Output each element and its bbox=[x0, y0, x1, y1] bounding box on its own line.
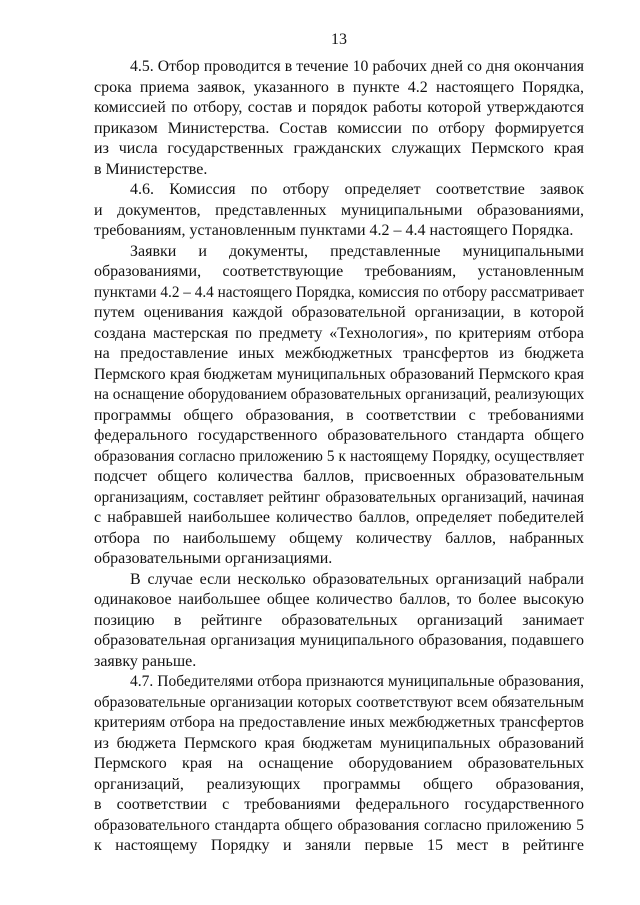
paragraph bbox=[94, 57, 584, 180]
paragraph bbox=[94, 180, 584, 242]
text-line: критериям отбора на предоставление иных межбюджетных трансфертов bbox=[94, 714, 584, 731]
text-line: федерального государственного образовательного стандарта общего bbox=[94, 427, 584, 444]
text-line: на оснащение оборудованием образовательных организаций, реализующих bbox=[94, 386, 584, 403]
text-line: программы общего образования, в соответствии с требованиями bbox=[94, 406, 584, 424]
text-line: в соответствии с требованиями федерального государственного bbox=[94, 796, 584, 813]
text-line: 4.5. Отбор проводится в течение 10 рабочих дней со дня окончания bbox=[130, 58, 584, 75]
text-line: комиссией по отбору, состав и порядок работы которой утверждаются bbox=[94, 99, 584, 116]
paragraph bbox=[94, 570, 584, 673]
text-line: образованиями, соответствующие требованиям, установленным bbox=[94, 263, 584, 280]
text-line: организаций, реализующих программы общего образования, bbox=[94, 775, 584, 793]
text-line: пунктами 4.2 – 4.4 настоящего Порядка, комиссия по отбору рассматривает bbox=[94, 283, 584, 301]
text-line: В случае если несколько образовательных организаций набрали bbox=[130, 570, 584, 588]
text-line: 4.7. Победителями отбора признаются муниципальные образования, bbox=[130, 673, 584, 690]
text-line: позицию в рейтинге образовательных организаций занимает bbox=[94, 611, 584, 629]
text-line: Пермского края на оснащение оборудованием образовательных bbox=[94, 755, 584, 772]
text-line: приказом Министерства. Состав комиссии по отбору формируется bbox=[94, 119, 584, 137]
text-line: и документов, представленных муниципальными образованиями, bbox=[94, 201, 584, 219]
text-line: подсчет общего количества баллов, присвоенных образовательным bbox=[94, 468, 584, 485]
text-line: организациям, составляет рейтинг образовательных организаций, начиная bbox=[94, 488, 584, 506]
text-line: отбора по наибольшему общему количеству баллов, набранных bbox=[94, 529, 584, 547]
text-line: в Министерстве. bbox=[94, 160, 208, 178]
paragraph bbox=[94, 672, 584, 857]
text-line: к настоящему Порядку и заняли первые 15 мест в рейтинге bbox=[94, 837, 584, 854]
text-line: заявку раньше. bbox=[94, 652, 197, 670]
text-line: образовательные организации которых соответствуют всем обязательным bbox=[94, 693, 584, 711]
text-line: срока приема заявок, указанного в пункте 4.2 настоящего Порядка, bbox=[94, 78, 584, 96]
text-line: на предоставление иных межбюджетных трансфертов из бюджета bbox=[94, 345, 584, 362]
text-line: из числа государственных гражданских служащих Пермского края bbox=[94, 140, 584, 157]
document-body bbox=[94, 57, 584, 857]
text-line: одинаковое наибольшее общее количество баллов, то более высокую bbox=[94, 591, 584, 608]
text-line: образования согласно приложению 5 к настоящему Порядку, осуществляет bbox=[94, 447, 584, 465]
paragraph bbox=[94, 242, 584, 570]
text-line: Пермского края бюджетам муниципальных образований Пермского края bbox=[94, 365, 584, 383]
text-line: из бюджета Пермского края бюджетам муниципальных образований bbox=[94, 734, 584, 752]
text-line: 4.6. Комиссия по отбору определяет соответствие заявок bbox=[130, 181, 584, 198]
page-number: 13 bbox=[331, 31, 347, 48]
text-line: с набравшей наибольшее количество баллов, определяет победителей bbox=[94, 509, 584, 526]
text-line: Заявки и документы, представленные муниципальными bbox=[130, 242, 584, 260]
text-line: образовательными организациями. bbox=[94, 550, 333, 567]
document-page bbox=[94, 0, 584, 905]
text-line: требованиям, установленным пунктами 4.2 – 4.4 настоящего Порядка. bbox=[94, 222, 574, 239]
text-line: образовательного стандарта общего образования согласно приложению 5 bbox=[94, 816, 584, 834]
text-line: путем оценивания каждой образовательной организации, в которой bbox=[94, 304, 584, 321]
text-line: образовательная организация муниципального образования, подавшего bbox=[94, 632, 584, 649]
text-line: создана мастерская по предмету «Технология», по критериям отбора bbox=[94, 324, 584, 342]
